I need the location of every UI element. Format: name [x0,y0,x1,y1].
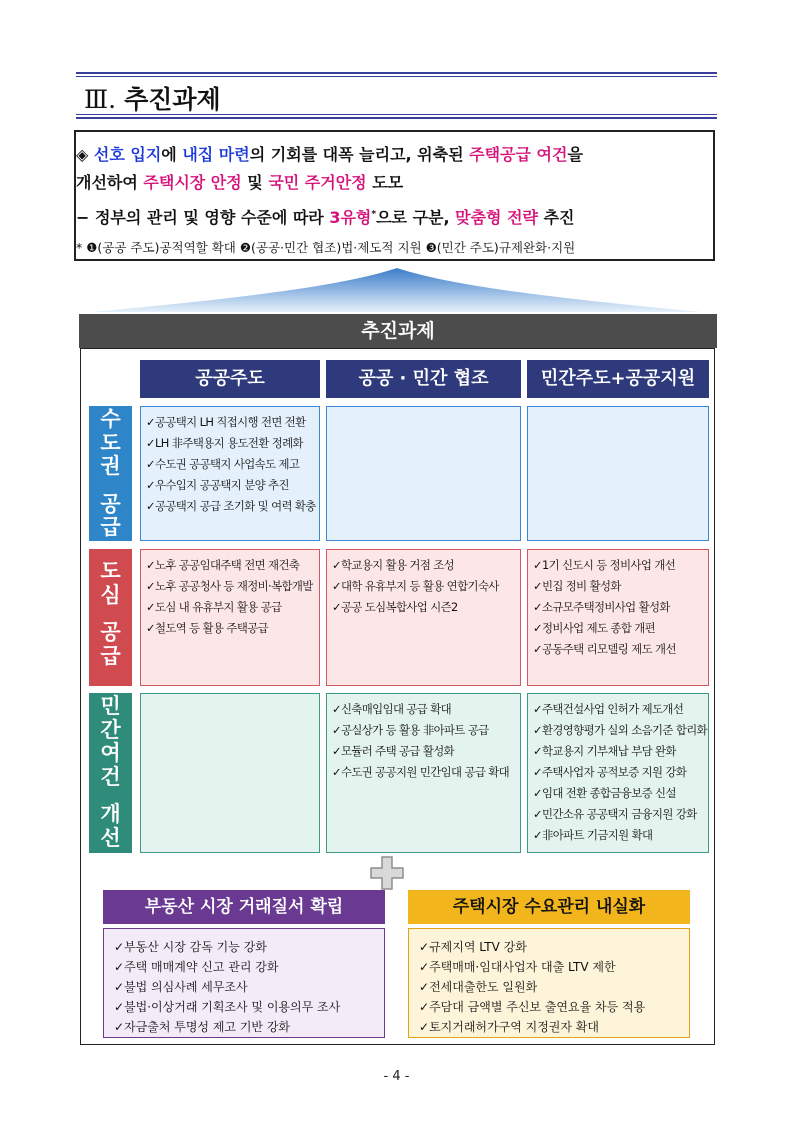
bottom-list-transaction [103,928,385,1038]
summary-text-segment: 주택공급 여건 [469,145,568,164]
task-item: ✓ 철도역 등 활용 주택공급 [146,618,319,639]
task-item: ✓ 노후 공공청사 등 재정비·복합개발 [146,576,319,597]
section-title: 추진과제 [124,85,221,114]
page-number: - 4 - [383,1069,410,1084]
task-item: ✓ 대학 유휴부지 등 활용 연합기숙사 [332,576,520,597]
list-item: ✓ 불법 의심사례 세무조사 [114,977,384,997]
task-item: ✓ 모듈러 주택 공급 활성화 [332,741,520,762]
row-header-char: 개 [100,802,121,827]
section-heading [84,80,221,116]
list-item: ✓ 토지거래허가구역 지정권자 확대 [419,1017,689,1037]
task-item: ✓ 공공 도심복합사업 시즌2 [332,597,520,618]
list-item: ✓ 주택매매·임대사업자 대출 LTV 제한 [419,957,689,977]
summary-text-segment: − 정부의 관리 및 영향 수준에 따라 [76,208,330,227]
task-item: ✓ 신축매입임대 공급 확대 [332,699,520,720]
row-header-char: 심 [100,582,121,607]
summary-box [74,130,715,261]
row-header-char: 공 [100,620,121,645]
task-cell-capital-area-supply-2 [326,406,521,541]
task-item: ✓ 정비사업 제도 종합 개편 [533,618,708,639]
task-cell-capital-area-supply-1 [140,406,320,541]
task-item: ✓ 공공택지 공급 조기화 및 여력 확충 [146,496,319,517]
task-item: ✓ 임대 전환 종합금융보증 신설 [533,783,708,804]
main-title: 추진과제 [79,314,717,348]
task-item: ✓ 주택사업자 공적보증 지원 강화 [533,762,708,783]
summary-text-segment: 에 [161,145,183,164]
task-item: ✓ 도심 내 유휴부지 활용 공급 [146,597,319,618]
row-header-char: 공 [100,491,121,516]
list-item: ✓ 전세대출한도 일원화 [419,977,689,997]
row-header-char: 도 [100,430,121,455]
summary-text-segment: 도모 [366,173,404,192]
summary-text-segment: 내집 마련 [182,145,250,164]
task-cell-private-conditions-3 [527,693,709,853]
bottom-rule-thin [76,114,717,115]
column-header-private: 민간주도+공공지원 [527,360,709,398]
summary-text-segment: 주택시장 안정 [143,173,242,192]
task-cell-urban-supply-2 [326,549,521,686]
task-item: ✓ 공실상가 등 활용 非아파트 공급 [332,720,520,741]
task-cell-urban-supply-3 [527,549,709,686]
summary-text-segment: 3유형 [329,208,372,227]
row-header-char: 건 [100,764,121,789]
task-cell-private-conditions-1 [140,693,320,853]
task-item: ✓ 공동주택 리모델링 제도 개선 [533,639,708,660]
summary-text-segment: 으로 구분, [376,208,456,227]
task-item: ✓ 소규모주택정비사업 활성화 [533,597,708,618]
task-item: ✓ 우수입지 공공택지 분양 추진 [146,475,319,496]
row-header-char [89,479,132,493]
row-header-capital-area-supply [89,406,132,541]
task-item: ✓ 주택건설사업 인허가 제도개선 [533,699,708,720]
row-header-char: 선 [100,825,121,850]
bottom-title-demand: 주택시장 수요관리 내실화 [408,890,690,924]
row-header-char [89,789,132,803]
row-header-char: 도 [100,559,121,583]
bottom-list-demand [408,928,690,1038]
list-item: ✓ 자금출처 투명성 제고 기반 강화 [114,1017,384,1037]
summary-text-segment: * [371,209,377,220]
summary-text-segment: 국민 주거안정 [268,173,367,192]
row-header-urban-supply [89,549,132,686]
summary-text-segment: 개선하여 [76,173,144,192]
top-rule-thin [76,76,717,77]
summary-text-segment: 맞춤형 전략 [455,208,538,227]
plus-icon [370,856,404,890]
row-header-char: 권 [100,454,121,479]
row-header-char: 수 [100,407,121,431]
section-numeral: Ⅲ. [84,85,117,114]
task-item: ✓ 공공택지 LH 직접시행 전면 전환 [146,412,319,433]
list-item: ✓ 부동산 시장 감독 기능 강화 [114,937,384,957]
task-item: ✓ 非아파트 기금지원 확대 [533,825,708,846]
summary-footnote: * ❶(공공 주도)공적역할 확대 ❷(공공·민간 협조)법·제도적 지원 ❸(민간 주도)규제완화·지원 [76,240,576,255]
task-item: ✓ 학교용지 기부채납 부담 완화 [533,741,708,762]
task-item: ✓ 학교용지 활용 거점 조성 [332,555,520,576]
task-cell-capital-area-supply-3 [527,406,709,541]
task-cell-urban-supply-1 [140,549,320,686]
task-item: ✓ 환경영향평가 실외 소음기준 합리화 [533,720,708,741]
list-item: ✓ 불법·이상거래 기획조사 및 이용의무 조사 [114,997,384,1017]
row-header-char: 급 [100,515,121,540]
task-item: ✓ 민간소유 공공택지 금융지원 강화 [533,804,708,825]
task-item: ✓ 수도권 공공지원 민간임대 공급 확대 [332,762,520,783]
column-header-public: 공공주도 [140,360,320,398]
summary-text-segment: 추진 [538,208,575,227]
up-arrow-icon [92,268,702,312]
row-header-char: 민 [100,694,121,718]
task-item: ✓ 수도권 공공택지 사업속도 제고 [146,454,319,475]
list-item: ✓ 규제지역 LTV 강화 [419,937,689,957]
list-item: ✓ 주택 매매계약 신고 관리 강화 [114,957,384,977]
task-item: ✓ 빈집 정비 활성화 [533,576,708,597]
row-header-char: 간 [100,717,121,742]
task-item: ✓ 1기 신도시 등 정비사업 개선 [533,555,708,576]
summary-text-segment: 의 기회를 대폭 늘리고, 위축된 [249,145,470,164]
summary-line-1 [76,142,583,165]
task-item: ✓ 노후 공공임대주택 전면 재건축 [146,555,319,576]
task-cell-private-conditions-2 [326,693,521,853]
summary-text-segment: 및 [241,173,269,192]
summary-line-3 [76,205,574,228]
row-header-private-conditions [89,693,132,853]
top-rule [76,72,717,74]
summary-text-segment: 을 [567,145,583,164]
row-header-char [89,607,132,621]
list-item: ✓ 주담대 금액별 주신보 출연요율 차등 적용 [419,997,689,1017]
bottom-rule [76,117,717,119]
summary-line-2 [76,170,403,193]
column-header-cooperation: 공공 · 민간 협조 [326,360,521,398]
row-header-char: 여 [100,741,121,766]
bottom-title-transaction: 부동산 시장 거래질서 확립 [103,890,385,924]
row-header-char: 급 [100,643,121,668]
summary-text-segment: ◈ [76,145,94,164]
task-item: ✓ LH 非주택용지 용도전환 정례화 [146,433,319,454]
summary-text-segment: 선호 입지 [93,145,162,164]
